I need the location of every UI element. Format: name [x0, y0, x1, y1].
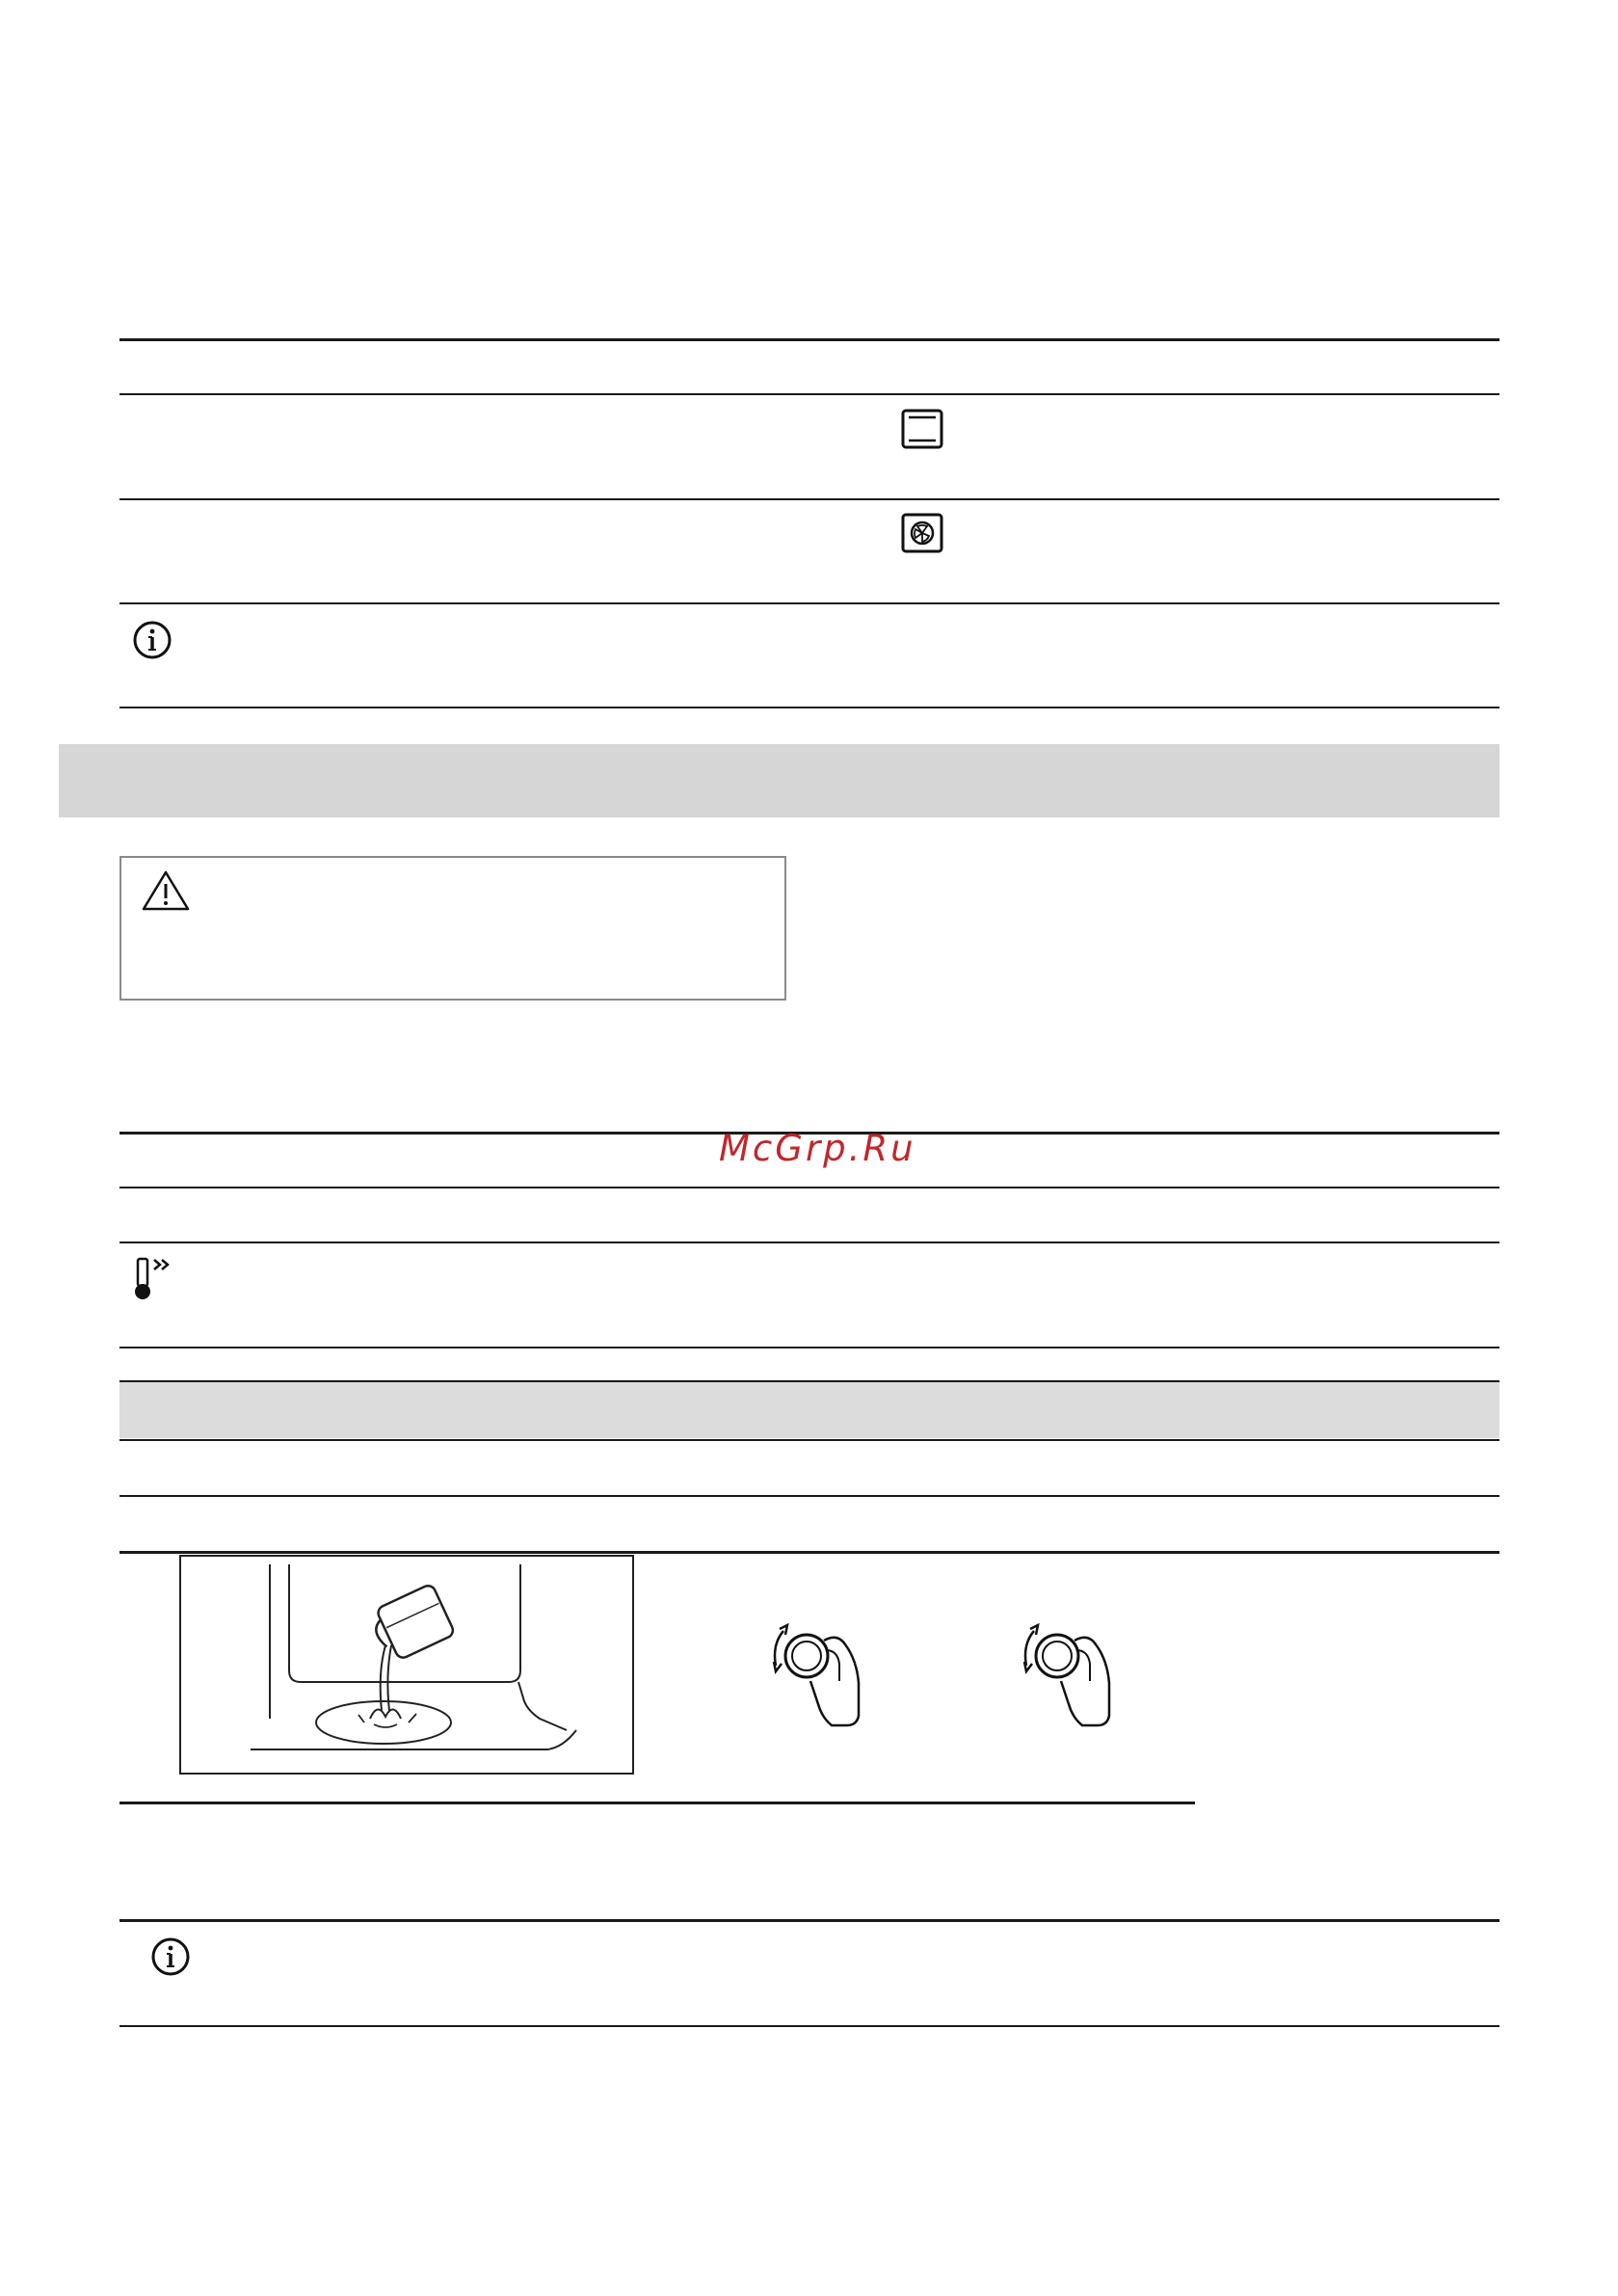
table-rule-2 [119, 498, 1499, 500]
table2-rule-3 [119, 1347, 1499, 1348]
section-heading-band [59, 744, 1499, 817]
info2-rule-bottom [119, 2025, 1499, 2027]
table3-header-band [119, 1381, 1499, 1438]
table-rule-3 [119, 602, 1499, 604]
table-rule-4 [119, 707, 1499, 708]
table2-rule-2 [119, 1241, 1499, 1243]
table3-rule-top [119, 1380, 1499, 1382]
table3-rule-3 [119, 1551, 1499, 1554]
table2-rule-1 [119, 1187, 1499, 1188]
info2-rule-top [119, 1919, 1499, 1922]
table3-rule-2 [119, 1495, 1499, 1497]
info-icon-2 [150, 1936, 191, 1981]
knob-turn-hand-icon-2 [1015, 1612, 1121, 1741]
table-rule-top [119, 338, 1499, 341]
warning-box [119, 856, 786, 1001]
warning-triangle-icon [141, 869, 191, 916]
fan-heating-icon [901, 513, 943, 557]
knob-turn-hand-icon-1 [764, 1612, 870, 1741]
watermark: McGrp.Ru [719, 1128, 916, 1169]
fast-heat-thermometer-icon [127, 1256, 177, 1306]
top-bottom-heat-icon [901, 409, 943, 453]
info-icon [132, 620, 172, 664]
water-pour-illustration [179, 1555, 634, 1775]
table-rule-1 [119, 393, 1499, 395]
table3-rule-1 [119, 1439, 1499, 1441]
figure-rule [119, 1802, 1195, 1804]
